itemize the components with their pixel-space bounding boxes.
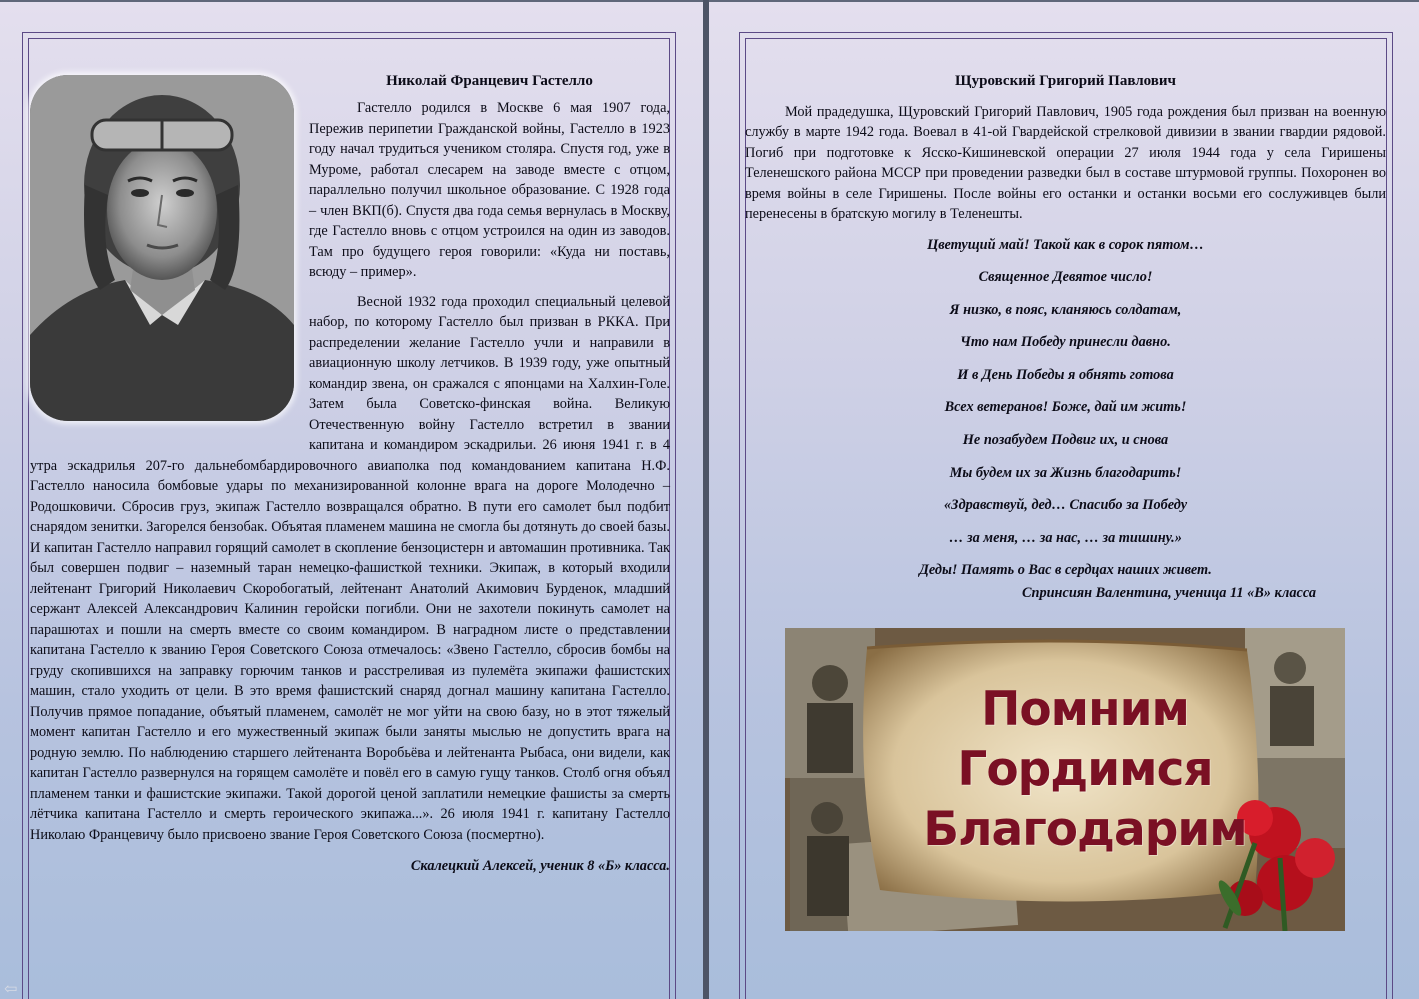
poem-line: «Здравствуй, дед… Спасибо за Победу <box>943 497 1188 514</box>
banner-line-3: Благодарим <box>923 802 1247 857</box>
poem <box>745 235 1386 594</box>
right-page <box>709 2 1419 999</box>
shchurovsky-title: Щуровский Григорий Павлович <box>955 73 1176 89</box>
poem-line: Всех ветеранов! Боже, дай им жить! <box>944 399 1187 416</box>
poem-line: И в День Победы я обнять готова <box>957 366 1174 383</box>
poem-line: Мы будем их за Жизнь благодарить! <box>949 464 1182 481</box>
poem-line: Цветущий май! Такой как в сорок пятом… <box>927 236 1204 253</box>
banner-line-1: Помним <box>981 682 1189 737</box>
poem-line: Что нам Победу принесли давно. <box>960 334 1171 351</box>
banner-line-2: Гордимся <box>957 742 1213 797</box>
gastello-title: Николай Францевич Гастелло <box>386 73 593 89</box>
poem-line: Я низко, в пояс, кланяюсь солдатам, <box>949 301 1182 318</box>
poem-line: Не позабудем Подвиг их, и снова <box>962 432 1169 449</box>
poem-line: … за меня, … за нас, … за тишину.» <box>949 529 1182 546</box>
gastello-article <box>30 72 670 877</box>
banner-text <box>895 680 1275 860</box>
gastello-signature: Скалецкий Алексей, ученик 8 «Б» класса. <box>410 858 670 874</box>
shchurovsky-article <box>745 71 1386 604</box>
gastello-paragraph-1: Гастелло родился в Москве 6 мая 1907 года, Пережив перипетии Гражданской войны, Гастелло в 1923 году начал трудиться учеником столяра. Спустя год, уже в Муроме, работал слесарем на заводе вместе с отцом, параллельно получил школьное образование. С 1928 года – член ВКП(б). Спустя два года семья вернулась в Москву, где Гастелло вновь с отцом устроился на один из заводов. Там про будущего героя говорили: «Куда ни поставь, всюду – пример». <box>309 100 670 280</box>
photo-spacer <box>30 72 309 437</box>
poem-signature: Спринсиян Валентина, ученица 11 «В» класса <box>1021 585 1316 602</box>
shchurovsky-paragraph: Мой прадедушка, Щуровский Григорий Павлович, 1905 года рождения был призван на военную службу в марте 1942 года. Воевал в 41-ой Гвардейской стрелковой дивизии в звании гвардии рядовой. Погиб при подготовке к Ясско-Кишиневской операции 27 июля 1944 года у села Гиришены Теленешского района МССР при проведении разведки был в составе штурмовой группы. Похоронен во время войны в селе Гиришены. После войны его останки и останки восьми его сослуживцев были перенесены в братскую могилу в Теленешты. <box>745 103 1386 222</box>
poem-line: Деды! Память о Вас в сердцах наших живет. <box>919 562 1212 579</box>
left-page <box>0 2 703 999</box>
poem-line: Священное Девятое число! <box>978 269 1153 286</box>
back-arrow-icon[interactable]: ⇦ <box>4 981 18 998</box>
gastello-paragraph-2: Весной 1932 года проходил специальный целевой набор, по которому Гастелло был призван в РККА. При распределении желание Гастелло учли и направили в авиационную школу летчиков. В 1939 году, уже опытный командир звена, он сражался с японцами на Халхин-Голе. Затем была Советско-финская война. Великую Отечественную войну Гастелло встретил в звании капитана и командиром эскадрильи. 26 июня 1941 г. в 4 утра эскадрилья 207-го дальнебомбардировочного авиаполка под командованием капитана Н.Ф. Гастелло наносила бомбовые удары по механизированной колонне врага на дороге Молодечно – Родошковичи. Сбросив груз, экипаж Гастелло возвращался обратно. В пути его самолет был подбит снарядом зенитки. Загорелся бензобак. Объятая пламенем машина не смогла бы дотянуть до своей базы. И капитан Гастелло направил горящий самолет в скопление бензоцистерн и автомашин противника. Так был совершен подвиг – наземный таран немецко-фашисткой техники. Экипаж, в который входили лейтенант Григорий Николаевич Скоробогатый, лейтенант Анатолий Акимович Бурденок, младший сержант Алексей Александрович Калинин геройски погибли. Они не захотели покинуть самолет на парашютах и пошли на смерть вместе со своим командиром. В наградном листе о представлении капитана Гастелло к званию Героя Советского Союза отмечалось: «Звено Гастелло, сбросив бомбы на груду скопившихся на заправку горючим танков и расстреливая из пулемёта экипажи фашистских машин, стало уходить от цели. В это время фашистский снаряд догнал машину капитана Гастелло. Получив прямое попадание, объятый пламенем, самолёт не мог уйти на свою базу, но в этот тяжелый момент капитан Гастелло и его мужественный экипаж были заняты мыслью не допустить врага на родную землю. По наблюдению старшего лейтенанта Воробьёва и лейтенанта Рыбаса, они видели, как капитан Гастелло развернулся на горящем самолёте и повёл его в самую гущу танков. Столб огня объял пламенем танки и фашистские экипажи. Такой дорогой ценой заплатили немецкие фашисты за смерть лётчика капитана Гастелло и смерть героического экипажа...». 26 июля 1941 г. капитану Гастелло Николаю Францевичу было присвоено звание Героя Советского Союза (посмертно). <box>30 293 670 843</box>
memorial-banner-image <box>785 628 1345 931</box>
